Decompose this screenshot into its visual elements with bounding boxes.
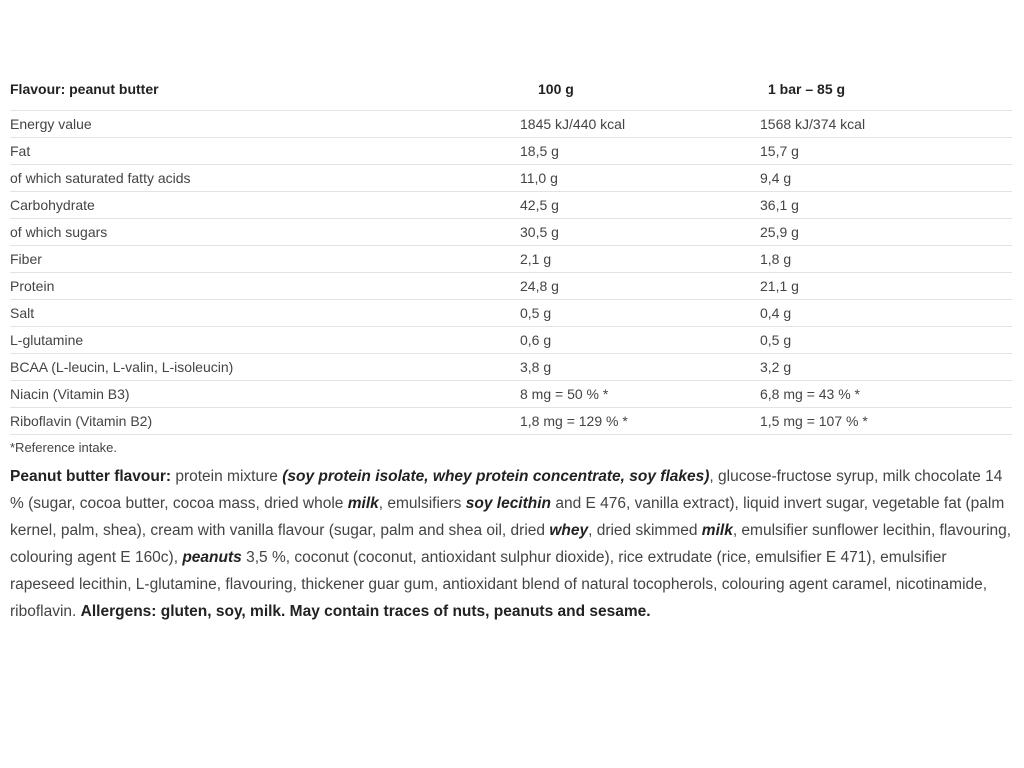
value-per-100g-cell: 1845 kJ/440 kcal — [520, 111, 760, 138]
table-header-row — [10, 76, 1012, 111]
header-flavour: Flavour: peanut butter — [10, 76, 520, 111]
table-row — [10, 246, 1012, 273]
ingredient-segment: whey — [549, 522, 589, 539]
ingredient-segment: (soy protein isolate, whey protein concentrate, soy flakes) — [282, 468, 710, 485]
table-row — [10, 408, 1012, 435]
nutrition-table — [10, 76, 1012, 435]
header-per-100g: 100 g — [520, 76, 760, 111]
nutrient-name-cell: Fat — [10, 138, 520, 165]
ingredient-segment: and E 476, vanilla extract), liquid invert sugar, vegetable fat (palm kernel, palm, shea), cream with vanilla flavour (sugar, palm and shea oil, dried — [10, 495, 1005, 539]
ingredient-segment: milk — [701, 522, 733, 539]
value-per-bar-cell: 1,8 g — [760, 246, 1012, 273]
ingredient-segment: Peanut butter flavour: — [10, 468, 172, 485]
nutrient-name-cell: BCAA (L-leucin, L-valin, L-isoleucin) — [10, 354, 520, 381]
value-per-bar-cell: 25,9 g — [760, 219, 1012, 246]
value-per-bar-cell: 15,7 g — [760, 138, 1012, 165]
value-per-100g-cell: 2,1 g — [520, 246, 760, 273]
table-row — [10, 138, 1012, 165]
table-row — [10, 300, 1012, 327]
value-per-100g-cell: 42,5 g — [520, 192, 760, 219]
ingredient-segment: protein mixture — [171, 468, 283, 485]
ingredient-segment: , glucose-fructose syrup, milk chocolate 14 % (sugar, cocoa butter, cocoa mass, dried whole — [10, 468, 1003, 512]
value-per-100g-cell: 0,5 g — [520, 300, 760, 327]
value-per-bar-cell: 1568 kJ/374 kcal — [760, 111, 1012, 138]
nutrient-name-cell: Riboflavin (Vitamin B2) — [10, 408, 520, 435]
value-per-100g-cell: 0,6 g — [520, 327, 760, 354]
table-row — [10, 165, 1012, 192]
value-per-bar-cell: 9,4 g — [760, 165, 1012, 192]
reference-footnote: *Reference intake. — [10, 440, 117, 455]
table-row — [10, 192, 1012, 219]
value-per-bar-cell: 0,5 g — [760, 327, 1012, 354]
nutrient-name-cell: Protein — [10, 273, 520, 300]
header-per-bar: 1 bar – 85 g — [760, 76, 1012, 111]
ingredient-segment: Allergens: gluten, soy, milk. May contain traces of nuts, peanuts and sesame. — [80, 603, 651, 620]
nutrient-name-cell: Carbohydrate — [10, 192, 520, 219]
ingredient-segment: , emulsifier sunflower lecithin, flavouring, colouring agent E 160c), — [10, 522, 1012, 566]
nutrient-name-cell: of which saturated fatty acids — [10, 165, 520, 192]
value-per-bar-cell: 3,2 g — [760, 354, 1012, 381]
ingredient-segment: , dried skimmed — [588, 522, 702, 539]
table-row — [10, 327, 1012, 354]
table-row — [10, 219, 1012, 246]
nutrient-name-cell: Energy value — [10, 111, 520, 138]
value-per-100g-cell: 30,5 g — [520, 219, 760, 246]
ingredient-segment: soy lecithin — [465, 495, 552, 512]
nutrition-content — [10, 76, 1012, 625]
nutrient-name-cell: Fiber — [10, 246, 520, 273]
ingredient-segment: peanuts — [182, 549, 242, 566]
table-row — [10, 381, 1012, 408]
value-per-100g-cell: 1,8 mg = 129 % * — [520, 408, 760, 435]
nutrient-name-cell: of which sugars — [10, 219, 520, 246]
value-per-100g-cell: 11,0 g — [520, 165, 760, 192]
table-row — [10, 354, 1012, 381]
nutrition-table-body — [10, 111, 1012, 435]
value-per-bar-cell: 21,1 g — [760, 273, 1012, 300]
value-per-100g-cell: 24,8 g — [520, 273, 760, 300]
value-per-bar-cell: 6,8 mg = 43 % * — [760, 381, 1012, 408]
value-per-100g-cell: 3,8 g — [520, 354, 760, 381]
value-per-bar-cell: 0,4 g — [760, 300, 1012, 327]
ingredients-text — [10, 463, 1012, 625]
table-row — [10, 273, 1012, 300]
value-per-100g-cell: 18,5 g — [520, 138, 760, 165]
ingredient-segment: 3,5 %, coconut (coconut, antioxidant sulphur dioxide), rice extrudate (rice, emulsifier E 471), emulsifier rapeseed lecithin, L-glutamine, flavouring, thickener guar gum, antioxidant blend of natural tocopherols, colouring agent caramel, nicotinamide, riboflavin. — [10, 549, 988, 620]
nutrient-name-cell: Niacin (Vitamin B3) — [10, 381, 520, 408]
nutrient-name-cell: Salt — [10, 300, 520, 327]
value-per-100g-cell: 8 mg = 50 % * — [520, 381, 760, 408]
value-per-bar-cell: 1,5 mg = 107 % * — [760, 408, 1012, 435]
ingredient-segment: , emulsifiers — [378, 495, 466, 512]
ingredient-segment: milk — [347, 495, 379, 512]
nutrient-name-cell: L-glutamine — [10, 327, 520, 354]
value-per-bar-cell: 36,1 g — [760, 192, 1012, 219]
table-row — [10, 111, 1012, 138]
